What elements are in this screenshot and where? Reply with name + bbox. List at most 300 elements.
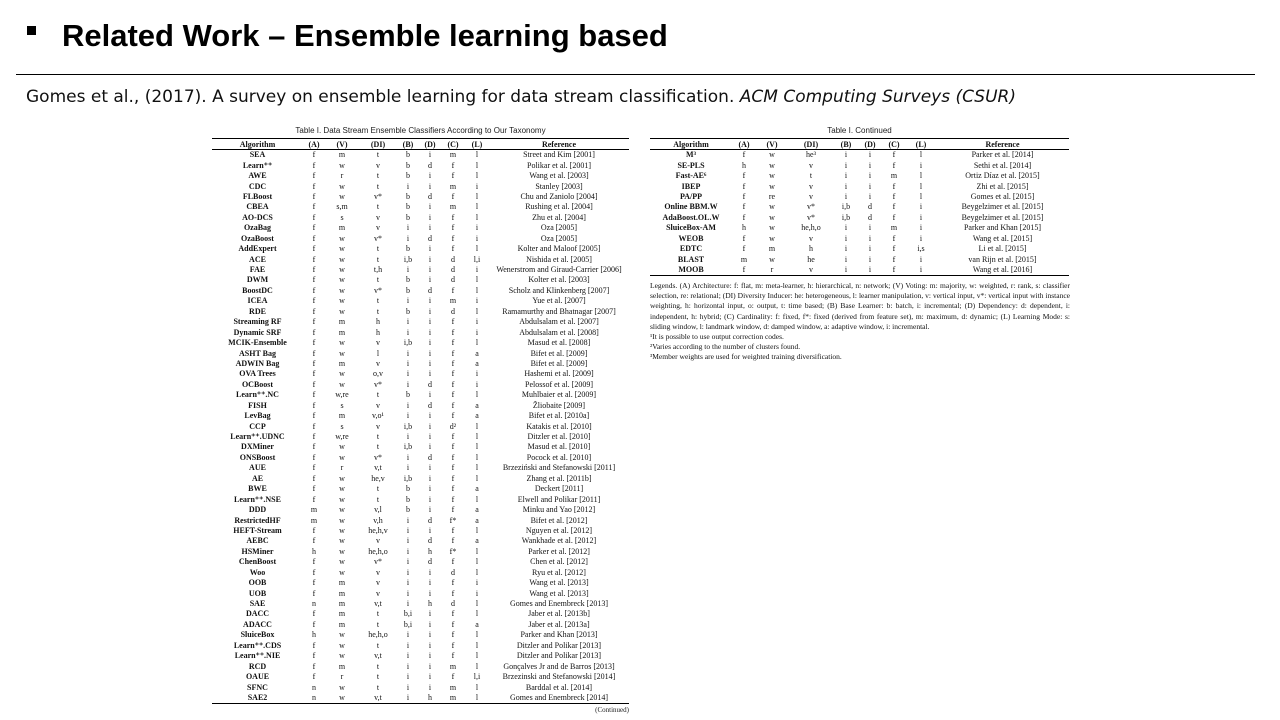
table-cell: l	[475, 651, 479, 661]
reference-cell: Parker et al. [2012]	[528, 546, 590, 556]
table-cell: f	[451, 338, 455, 348]
table-cell: i	[475, 181, 479, 191]
table-row	[650, 202, 1069, 212]
table-cell: f	[742, 233, 746, 243]
table-cell: f	[451, 432, 455, 442]
reference-cell: Pelossof et al. [2009]	[525, 379, 593, 389]
table-cell: w	[339, 525, 345, 535]
algorithm-cell: BLAST	[677, 254, 705, 264]
algorithm-cell: Learn⁺⁺.NSE	[234, 494, 281, 504]
column-header: Algorithm	[650, 139, 732, 150]
table-cell: v	[809, 160, 813, 170]
table-cell: d²	[449, 421, 457, 431]
reference-cell: Li et al. [2015]	[978, 244, 1027, 254]
table-cell: d	[451, 265, 455, 275]
reference-cell: Nguyen et al. [2012]	[525, 525, 593, 535]
table-row	[212, 202, 629, 212]
table-cell: f	[892, 254, 896, 264]
table-cell: f	[312, 285, 316, 295]
table-cell: f*	[449, 515, 457, 525]
table-row	[212, 672, 629, 682]
table-cell: i	[406, 379, 410, 389]
table-cell: b	[406, 494, 410, 504]
table-cell: w	[339, 536, 345, 546]
table-cell: b	[406, 244, 410, 254]
table-row	[212, 442, 629, 452]
algorithm-cell: SEA	[249, 150, 266, 160]
table-cell: i	[406, 588, 410, 598]
algorithm-cell: OVA Trees	[239, 369, 276, 379]
table-cell: v*	[374, 379, 382, 389]
table-cell: f	[451, 494, 455, 504]
table-cell: i	[428, 578, 432, 588]
table-cell: t	[376, 661, 380, 671]
reference-cell: Wang et al. [2013]	[529, 588, 589, 598]
table-cell: f	[312, 536, 316, 546]
table-cell: l,i	[473, 672, 481, 682]
table-cell: i	[428, 588, 432, 598]
table-cell: i	[406, 515, 410, 525]
table-cell: i	[844, 150, 848, 160]
reference-cell: Ramamurthy and Bhatnagar [2007]	[502, 306, 616, 316]
table-cell: w	[769, 223, 775, 233]
table-cell: i	[428, 327, 432, 337]
table-cell: b	[406, 285, 410, 295]
table-cell: h	[428, 599, 432, 609]
table-cell: i	[868, 254, 872, 264]
table-cell: n	[303, 693, 325, 704]
algorithm-cell: OAUE	[245, 672, 270, 682]
reference-cell: Nishida et al. [2005]	[526, 254, 592, 264]
table-cell: f	[892, 233, 896, 243]
reference-cell: Kolter et al. [2003]	[528, 275, 590, 285]
reference-cell: Oza [2005]	[540, 233, 578, 243]
reference-cell: Parker et al. [2014]	[971, 150, 1034, 160]
table-cell: l	[475, 202, 479, 212]
table-cell: v	[376, 223, 380, 233]
table-cell: i	[406, 181, 410, 191]
table-cell: i	[868, 150, 872, 160]
algorithm-cell: Streaming RF	[233, 317, 282, 327]
table-cell: l	[919, 191, 923, 201]
table-cell: f	[312, 296, 316, 306]
table-cell: w	[339, 557, 345, 567]
table-cell: w	[339, 379, 345, 389]
table-cell: f	[312, 672, 316, 682]
table-cell: i	[406, 557, 410, 567]
table-cell: f	[892, 212, 896, 222]
algorithm-cell: DWM	[246, 275, 269, 285]
table-cell: f	[451, 672, 455, 682]
table-cell: v,t	[374, 651, 382, 661]
algorithm-cell: ADACC	[243, 619, 272, 629]
algorithm-cell: SFNC	[247, 682, 268, 692]
algorithm-cell: EDTC	[679, 244, 703, 254]
table-cell: b	[406, 202, 410, 212]
table-cell: i	[868, 181, 872, 191]
table-cell: i	[428, 411, 432, 421]
table-cell: f	[742, 150, 746, 160]
algorithm-cell: HSMiner	[241, 546, 274, 556]
table-cell: v	[809, 191, 813, 201]
table-row	[212, 390, 629, 400]
table-cell: d	[428, 515, 432, 525]
table-cell: f	[312, 640, 316, 650]
table-cell: l	[475, 432, 479, 442]
table-cell: f	[312, 254, 316, 264]
table-cell: he	[807, 254, 815, 264]
table-cell: w	[769, 160, 775, 170]
table-row	[650, 192, 1069, 202]
table-cell: a	[475, 400, 479, 410]
table-cell: f	[892, 181, 896, 191]
table-row	[650, 181, 1069, 191]
table-cell: i	[475, 223, 479, 233]
table-cell: f	[451, 525, 455, 535]
algorithm-cell: AUE	[249, 463, 266, 473]
table-cell: i	[868, 171, 872, 181]
table-cell: i	[428, 275, 432, 285]
table-cell: t	[376, 244, 380, 254]
table-cell: v	[376, 588, 380, 598]
table-cell: i	[428, 630, 432, 640]
table-cell: f	[312, 442, 316, 452]
table-cell: m	[338, 223, 346, 233]
table-cell: v,o¹	[372, 411, 384, 421]
table-row	[212, 234, 629, 244]
table-cell: i	[919, 160, 923, 170]
table-cell: w	[339, 567, 345, 577]
algorithm-cell: AddExpert	[238, 244, 277, 254]
algorithm-cell: ChenBoost	[238, 557, 277, 567]
algorithm-cell: Learn⁺⁺.NC	[236, 390, 279, 400]
table-cell: i	[428, 244, 432, 254]
table-cell: h	[419, 693, 441, 704]
table-cell: i	[406, 296, 410, 306]
table-cell: i	[406, 536, 410, 546]
table-cell: d	[868, 212, 872, 222]
algorithm-cell: AWE	[248, 171, 267, 181]
table-row	[212, 453, 629, 463]
reference-cell: Parker and Khan [2013]	[520, 630, 598, 640]
table-cell: i	[406, 630, 410, 640]
table-cell: i	[475, 317, 479, 327]
table-cell: i	[428, 181, 432, 191]
table-cell: he,h,o	[368, 630, 388, 640]
table-cell: w	[769, 181, 775, 191]
table-cell: w	[339, 296, 345, 306]
table-cell: f	[451, 452, 455, 462]
table-cell: i	[397, 693, 419, 704]
table-cell: w	[769, 202, 775, 212]
algorithm-cell: OOB	[248, 578, 267, 588]
algorithm-cell: SAE2	[212, 693, 303, 704]
table-cell: w	[339, 338, 345, 348]
reference-cell: Scholz and Klinkenberg [2007]	[508, 285, 610, 295]
table-cell: v,t	[359, 693, 397, 704]
table-row	[212, 474, 629, 484]
table-cell: d	[428, 400, 432, 410]
table-cell: l	[475, 421, 479, 431]
algorithm-cell: BWE	[248, 484, 267, 494]
table-row	[212, 213, 629, 223]
reference-cell: Žliobaite [2009]	[532, 400, 586, 410]
table-row	[212, 484, 629, 494]
table-cell: f	[312, 525, 316, 535]
table-cell: d	[428, 160, 432, 170]
table-cell: d	[451, 275, 455, 285]
table-cell: f	[451, 442, 455, 452]
table-cell: w	[339, 369, 345, 379]
table-row	[212, 411, 629, 421]
table-row	[650, 234, 1069, 244]
table-cell: d	[428, 191, 432, 201]
algorithm-cell: Fast-AE⁶	[675, 171, 707, 181]
table-cell: f	[451, 630, 455, 640]
table-cell: v	[376, 536, 380, 546]
table-cell: d	[428, 452, 432, 462]
table-cell: w	[339, 285, 345, 295]
table-cell: t	[376, 640, 380, 650]
table-row	[212, 682, 629, 692]
table-cell: l	[919, 171, 923, 181]
table-cell: b	[406, 484, 410, 494]
table-cell: v*	[807, 202, 815, 212]
reference-cell: Abdulsalam et al. [2008]	[519, 327, 599, 337]
table-cell: i	[406, 223, 410, 233]
table-cell: i	[406, 682, 410, 692]
reference-cell: Jaber et al. [2013a]	[528, 619, 590, 629]
table-row	[212, 641, 629, 651]
table-cell: h	[376, 327, 380, 337]
table-cell: i	[475, 588, 479, 598]
table-cell: f	[312, 181, 316, 191]
table-cell: w	[339, 191, 345, 201]
reference-cell: Zhi et al. [2015]	[976, 181, 1029, 191]
table-cell: f	[451, 369, 455, 379]
table-cell: d	[428, 233, 432, 243]
table-cell: a	[475, 515, 479, 525]
table-cell: b	[406, 160, 410, 170]
reference-cell: Zhu et al. [2004]	[532, 212, 586, 222]
algorithm-cell: LevBag	[244, 411, 271, 421]
table-cell: m	[449, 661, 457, 671]
algorithm-cell: FAE	[249, 265, 266, 275]
citation	[26, 86, 1016, 108]
footnote: ³Member weights are used for weighted training diversification.	[650, 352, 842, 362]
table-cell: f	[451, 640, 455, 650]
table-cell: i	[919, 223, 923, 233]
table-cell: l	[475, 452, 479, 462]
table-cell: m	[441, 693, 465, 704]
column-header: (A)	[732, 139, 756, 150]
table-cell: i,b	[403, 254, 413, 264]
table-cell: v*	[374, 557, 382, 567]
table-row	[212, 317, 629, 327]
table-cell: f	[312, 452, 316, 462]
column-header: (L)	[465, 139, 489, 150]
table-cell: i	[428, 150, 432, 160]
table-cell: m	[338, 358, 346, 368]
table-cell: b	[406, 191, 410, 201]
citation-text: Gomes et al., (2017). A survey on ensemble learning for data stream classification.	[26, 87, 740, 107]
table-cell: i	[844, 254, 848, 264]
table-cell: l	[475, 630, 479, 640]
footnote: ¹It is possible to use output correction codes.	[650, 332, 784, 342]
table-cell: f	[882, 265, 906, 276]
table-cell: m	[338, 327, 346, 337]
table-cell: f	[312, 338, 316, 348]
table-cell: w	[339, 494, 345, 504]
table-row	[212, 547, 629, 557]
table-cell: l	[475, 599, 479, 609]
algorithm-cell: Learn⁺⁺.UDNC	[230, 432, 285, 442]
table-cell: m	[449, 202, 457, 212]
table-cell: i	[919, 254, 923, 264]
table-cell: i	[834, 265, 858, 276]
table-cell: d	[428, 285, 432, 295]
table-cell: d	[428, 557, 432, 567]
column-header: (DI)	[788, 139, 834, 150]
table-cell: h	[742, 223, 746, 233]
table-cell: f	[312, 588, 316, 598]
table-cell: w	[339, 630, 345, 640]
table-row	[212, 568, 629, 578]
table-cell: m	[768, 244, 776, 254]
table-row	[212, 244, 629, 254]
table-row	[212, 338, 629, 348]
reference-cell: Elwell and Polikar [2011]	[517, 494, 601, 504]
table-cell: w	[339, 265, 345, 275]
table-cell: i,b	[403, 442, 413, 452]
table-cell: l	[475, 473, 479, 483]
table-row	[212, 254, 629, 264]
table-cell: f	[312, 244, 316, 254]
table-cell: f	[312, 275, 316, 285]
table-cell: f	[312, 651, 316, 661]
table-cell: w	[325, 693, 359, 704]
table-cell: b	[406, 150, 410, 160]
table-cell: i	[428, 473, 432, 483]
table-cell: i,b	[841, 212, 851, 222]
reference-cell: Bifet et al. [2009]	[530, 348, 588, 358]
reference-cell: Brzezinski and Stefanowski [2014]	[502, 672, 616, 682]
table-cell: f	[312, 484, 316, 494]
table-cell: w	[339, 452, 345, 462]
table-cell: i	[868, 223, 872, 233]
table-row	[212, 275, 629, 285]
algorithm-cell: DXMiner	[241, 442, 274, 452]
table-cell: i	[475, 233, 479, 243]
table-row	[212, 526, 629, 536]
table-cell: w	[339, 682, 345, 692]
table-cell: f	[312, 619, 316, 629]
table-row	[212, 630, 629, 640]
table-cell: i	[428, 432, 432, 442]
table-row	[212, 296, 629, 306]
table-cell: f	[451, 160, 455, 170]
table-row	[212, 401, 629, 411]
table-cell: f	[312, 400, 316, 410]
table-cell: i	[919, 233, 923, 243]
table-cell: f	[451, 578, 455, 588]
table-cell: i	[406, 317, 410, 327]
table-cell: v,t	[374, 599, 382, 609]
algorithm-cell: Dynamic SRF	[233, 327, 282, 337]
table-cell: he,h,o	[368, 546, 388, 556]
table-cell: m	[338, 317, 346, 327]
table-cell: m	[338, 599, 346, 609]
table-cell: w	[769, 150, 775, 160]
table-cell: i,b	[403, 338, 413, 348]
table-cell: i	[428, 223, 432, 233]
reference-cell: Bifet et al. [2009]	[530, 358, 588, 368]
table-cell: l	[475, 682, 479, 692]
column-header: (D)	[858, 139, 882, 150]
column-header: (C)	[441, 139, 465, 150]
table-cell: f	[451, 348, 455, 358]
table-cell: a	[475, 411, 479, 421]
algorithm-cell: MCIK-Ensemble	[228, 338, 287, 348]
reference-cell: Abdulsalam et al. [2007]	[519, 317, 599, 327]
column-header: Algorithm	[212, 139, 303, 150]
table-cell: i,b	[841, 202, 851, 212]
table-cell: w	[339, 244, 345, 254]
table-cell: m	[310, 505, 318, 515]
table-cell: i	[428, 682, 432, 692]
table-cell: i	[428, 442, 432, 452]
table-cell: s	[340, 400, 344, 410]
reference-cell: Pocock et al. [2010]	[526, 452, 592, 462]
table-cell: t	[376, 296, 380, 306]
table-cell: w	[339, 348, 345, 358]
table-cell: d	[428, 536, 432, 546]
table-cell: h	[312, 546, 316, 556]
table-row	[212, 181, 629, 191]
table-cell: t	[376, 306, 380, 316]
table-cell: m	[338, 411, 346, 421]
column-header: (DI)	[359, 139, 397, 150]
table-cell: i	[406, 400, 410, 410]
table-cell: f	[451, 317, 455, 327]
table-cell: t	[376, 432, 380, 442]
table-cell: d	[428, 379, 432, 389]
table-cell: v*	[807, 212, 815, 222]
table-cell: f	[892, 244, 896, 254]
table-cell: f	[451, 233, 455, 243]
table-cell: h	[809, 244, 813, 254]
table-cell: a	[475, 536, 479, 546]
reference-cell: Gomes and Enembreck [2014]	[489, 693, 629, 704]
table-row	[650, 265, 1069, 276]
table-cell: i	[428, 265, 432, 275]
table-cell: f	[892, 191, 896, 201]
reference-cell: Katakis et al. [2010]	[526, 421, 592, 431]
table-cell: i	[406, 411, 410, 421]
algorithm-cell: ICEA	[247, 296, 268, 306]
table-cell: f	[451, 191, 455, 201]
table-cell: i	[428, 609, 432, 619]
table-cell: w	[339, 484, 345, 494]
algorithm-cell: CBEA	[246, 202, 269, 212]
table-cell: f	[451, 358, 455, 368]
column-header: (B)	[397, 139, 419, 150]
table-cell: l	[475, 494, 479, 504]
table-row	[212, 286, 629, 296]
table-cell: i	[406, 327, 410, 337]
table-cell: i	[844, 244, 848, 254]
table-cell: w	[339, 640, 345, 650]
